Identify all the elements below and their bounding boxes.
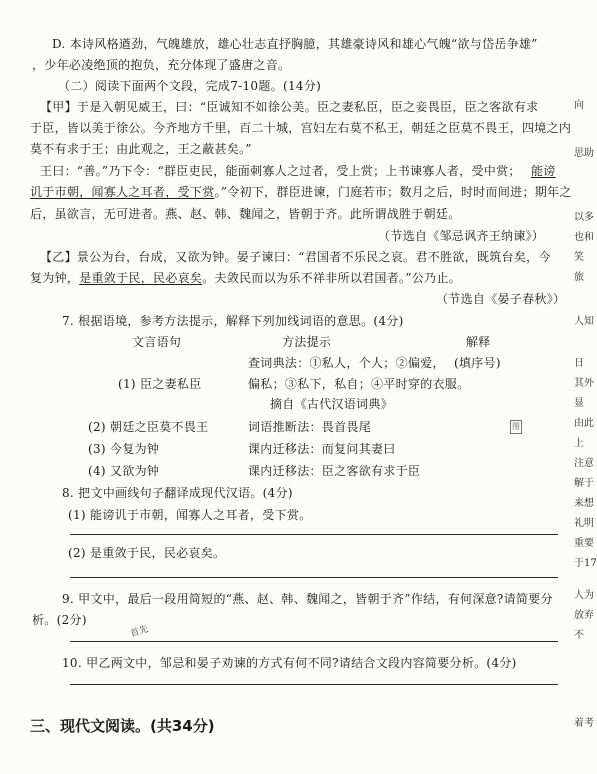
q8-sentence-2: (2) 是重敛于民，民必哀矣。 xyxy=(68,546,226,560)
handwritten-note: 首先 xyxy=(129,624,150,640)
option-d-line1: D. 本诗风格遒劲，气魄雄放，雄心壮志直抒胸臆，其雄豪诗风和雄心气魄“欲与岱岳争雄” xyxy=(52,37,538,51)
margin-note: 思助 xyxy=(574,148,594,159)
margin-note: 笑 xyxy=(574,252,584,263)
q7-hint-3: 课内迁移法：而复问其妻曰 xyxy=(248,442,396,456)
q7-item-1: (1) 臣之妻私臣 xyxy=(118,377,202,391)
margin-note: 以多 xyxy=(574,212,594,223)
margin-note: 日 xyxy=(574,358,584,369)
margin-note: 不 xyxy=(574,630,584,641)
margin-note: 礼明 xyxy=(574,518,594,529)
q7-item-2: (2) 朝廷之臣莫不畏王 xyxy=(88,420,209,434)
jia-line-2: 于臣，皆以美于徐公。今齐地方千里，百二十城，宫妇左右莫不私王，朝廷之臣莫不畏王，四境之内 xyxy=(30,121,572,135)
margin-note: 注意 xyxy=(574,458,594,469)
q7-col-method: 方法提示 xyxy=(282,335,332,349)
q7-hint-2: 词语推断法：畏首畏尾 xyxy=(248,420,372,434)
yi-line-1: 【乙】景公为台，台成，又欲为钟。晏子谏曰：“君国者不乐民之哀。君不胜欲，既筑台矣，今 xyxy=(40,250,551,264)
margin-note: 人为 xyxy=(574,590,594,601)
jia-line-5-rest: 。”令初下，群臣进谏，门庭若市；数月之后，时时而间进；期年之 xyxy=(214,185,572,199)
jia-source: （节选自《邹忌讽齐王纳谏》） xyxy=(378,229,545,243)
q7-dict-line-1: 查词典法：①私人，个人；②偏爱， xyxy=(248,356,445,370)
margin-note: 着考 xyxy=(574,718,594,729)
margin-note: 其外 xyxy=(574,378,594,389)
scan-stamp-mark: 图 xyxy=(510,420,522,434)
q7-col-answer: 解释 xyxy=(466,335,491,349)
q7-dict-source: 摘自《古代汉语词典》 xyxy=(270,397,394,411)
margin-note: 显 xyxy=(574,398,584,409)
q7-fill-hint: (填序号) xyxy=(454,356,501,370)
margin-note: 重要 xyxy=(574,538,594,549)
jia-underline-start xyxy=(531,163,556,179)
q8-sentence-1: (1) 能谤讥于市朝，闻寡人之耳者，受下赏。 xyxy=(68,508,312,522)
jia-line-6: 后，虽欲言，无可进者。燕、赵、韩、魏闻之，皆朝于齐。此所谓战胜于朝廷。 xyxy=(30,207,461,221)
margin-note: 来想 xyxy=(574,498,594,509)
section2-heading: （二）阅读下面两个文段，完成7-10题。(14分) xyxy=(58,79,322,93)
margin-note: 解于 xyxy=(574,478,594,489)
yi-line-2-pre: 复为钟， xyxy=(30,271,80,285)
option-d-line2: ，少年必凌绝顶的抱负，充分体现了盛唐之音。 xyxy=(32,58,291,72)
margin-note: 也和 xyxy=(574,232,594,243)
margin-note: 旅 xyxy=(574,272,584,283)
q7-col-sentence: 文言语句 xyxy=(132,335,182,349)
q9-line-1: 9. 甲文中，最后一段用简短的“燕、赵、韩、魏闻之，皆朝于齐”作结，有何深意?请简要分 xyxy=(62,592,553,606)
underlined-phrase: 能谤 xyxy=(531,164,556,178)
q7-dict-line-2: 偏私；③私下，私自；④平时穿的衣服。 xyxy=(248,377,470,391)
margin-note: 于17 xyxy=(574,558,597,569)
jia-line-3: 莫不有求于王；由此观之，王之蔽甚矣。” xyxy=(30,142,252,156)
q7-title: 7. 根据语境，参考方法提示，解释下列加线词语的意思。(4分) xyxy=(62,314,404,328)
margin-note: 放弃 xyxy=(574,610,594,621)
answer-line[interactable] xyxy=(70,534,558,535)
jia-line-1: 【甲】于是入朝见威王，曰：“臣诚知不如徐公美。臣之妻私臣，臣之妾畏臣，臣之客欲有求 xyxy=(40,100,539,114)
yi-source: （节选自《晏子春秋》） xyxy=(436,292,566,306)
q9-line-2: 析。(2分) xyxy=(32,613,87,627)
section3-heading: 三、现代文阅读。(共34分) xyxy=(30,717,215,735)
margin-note: 上 xyxy=(574,438,584,449)
margin-note: 向 xyxy=(574,100,584,111)
q7-item-4: (4) 又欲为钟 xyxy=(88,464,160,478)
answer-line[interactable] xyxy=(70,577,558,578)
jia-line-5 xyxy=(30,184,572,200)
q7-hint-4: 课内迁移法：臣之客欲有求于臣 xyxy=(248,464,421,478)
underlined-sentence-2: 是重敛于民，民必哀矣 xyxy=(79,271,203,285)
margin-note: 由此 xyxy=(574,418,594,429)
answer-line[interactable] xyxy=(70,641,558,642)
yi-line-2-rest: 。夫敛民而以为乐不祥非所以君国者。”公乃止。 xyxy=(202,271,461,285)
answer-line[interactable] xyxy=(70,684,558,685)
underlined-sentence-1: 讥于市朝，闻寡人之耳者，受下赏 xyxy=(30,185,215,199)
q10-prompt: 10. 甲乙两文中，邹忌和晏子劝谏的方式有何不同?请结合文段内容简要分析。(4分) xyxy=(62,656,517,670)
q8-title: 8. 把文中画线句子翻译成现代汉语。(4分) xyxy=(62,486,293,500)
yi-line-2 xyxy=(30,270,461,286)
margin-note: 人知 xyxy=(574,316,594,327)
jia-line-4: 王曰：“善。”乃下令：“群臣吏民，能面刺寡人之过者，受上赏；上书谏寡人者，受中赏； xyxy=(40,164,521,178)
q7-item-3: (3) 今复为钟 xyxy=(88,442,160,456)
